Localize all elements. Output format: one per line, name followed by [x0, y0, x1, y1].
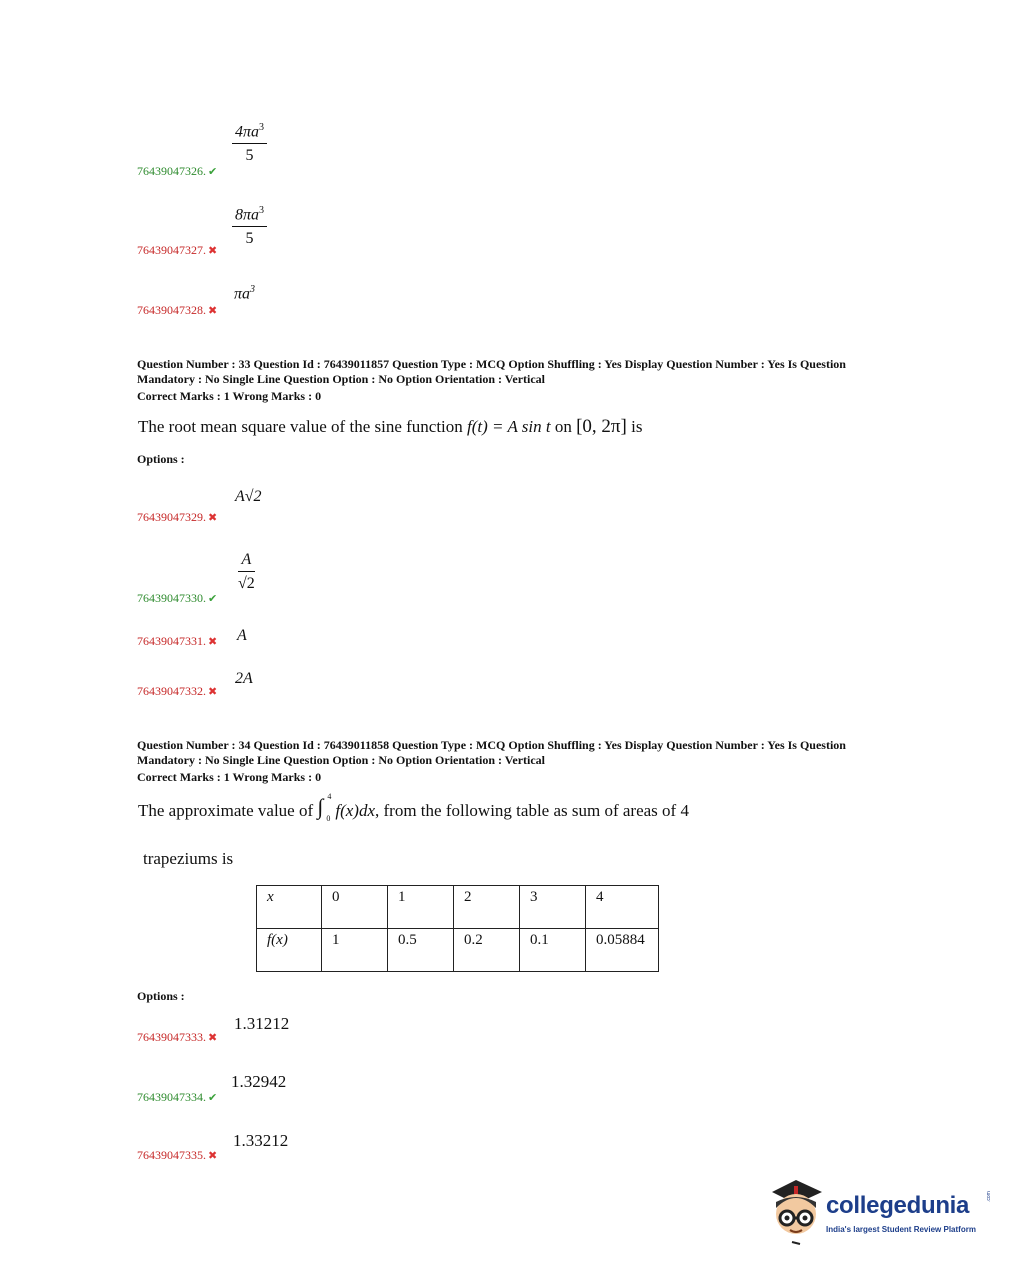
- table-cell: 0.5: [388, 929, 454, 972]
- correct-check-icon: ✔: [208, 1092, 218, 1104]
- correct-check-icon: ✔: [208, 593, 218, 605]
- table-cell: 2: [454, 886, 520, 929]
- question-34-meta: Question Number : 34 Question Id : 76439011858 Question Type : MCQ Option Shuffling : Yes Display Question Number : Yes Is Question Mandatory : No Single Line Question Option : No Option Orientation : Vertical Correct Marks : 1 Wrong Marks : 0: [137, 738, 846, 784]
- option-id-76439047332: 76439047332. ✖: [137, 684, 218, 698]
- option-id-76439047326: 76439047326. ✔: [137, 164, 218, 178]
- wrong-cross-icon: ✖: [208, 636, 218, 648]
- mascot-icon: [766, 1178, 826, 1246]
- question-33-meta: Question Number : 33 Question Id : 76439011857 Question Type : MCQ Option Shuffling : Yes Display Question Number : Yes Is Question Mandatory : No Single Line Question Option : No Option Orientation : Vertical Correct Marks : 1 Wrong Marks : 0: [137, 357, 846, 403]
- table-row: [257, 886, 659, 929]
- table-cell: 0: [322, 886, 388, 929]
- option-id-76439047328: 76439047328. ✖: [137, 303, 218, 317]
- option-id-76439047329: 76439047329. ✖: [137, 510, 218, 524]
- wrong-cross-icon: ✖: [208, 686, 218, 698]
- logo-tld: .com: [986, 1191, 992, 1202]
- question-34-text: The approximate value of ∫ 4 0 f(x)dx, from the following table as sum of areas of 4: [138, 792, 689, 823]
- logo-wordmark: collegedunia: [826, 1192, 970, 1219]
- table-cell: 0.05884: [586, 929, 659, 972]
- option-id-76439047335: 76439047335. ✖: [137, 1148, 218, 1162]
- option-value-1: 1.31212: [234, 1014, 290, 1033]
- option-id-76439047331: 76439047331. ✖: [137, 634, 218, 648]
- correct-check-icon: ✔: [208, 166, 218, 178]
- question-33-text: The root mean square value of the sine function f(t) = A sin t on [0, 2π] is: [138, 416, 643, 437]
- option-id-76439047334: 76439047334. ✔: [137, 1090, 218, 1104]
- integral-sign: ∫ 4 0: [317, 792, 332, 823]
- option-formula-a-root2: A√2: [235, 488, 262, 505]
- option-formula-1: $\frac{4\pi a^3}{5}$: [232, 122, 267, 165]
- values-table: [256, 885, 659, 972]
- option-value-2: 1.32942: [231, 1072, 287, 1091]
- table-cell: 0.1: [520, 929, 586, 972]
- option-formula-2a: 2A: [235, 670, 253, 687]
- table-cell: 0.2: [454, 929, 520, 972]
- wrong-cross-icon: ✖: [208, 512, 218, 524]
- table-cell: 3: [520, 886, 586, 929]
- option-formula-a-over-root2: $\frac{A}{√2}$: [238, 551, 255, 592]
- question-33-options-label: Options :: [137, 452, 185, 466]
- table-cell: 4: [586, 886, 659, 929]
- table-cell: x: [257, 886, 322, 929]
- wrong-cross-icon: ✖: [208, 245, 218, 257]
- option-formula-a: A: [237, 627, 247, 644]
- logo-tagline: India's largest Student Review Platform: [826, 1225, 976, 1234]
- question-34-options-label: Options :: [137, 989, 185, 1003]
- table-cell: 1: [388, 886, 454, 929]
- table-cell: 1: [322, 929, 388, 972]
- table-row: [257, 929, 659, 972]
- question-34-text-line2: trapeziums is: [143, 849, 234, 868]
- wrong-cross-icon: ✖: [208, 1032, 218, 1044]
- option-formula-3: $\pi a^3$: [234, 284, 256, 303]
- wrong-cross-icon: ✖: [208, 1150, 218, 1162]
- table-cell: f(x): [257, 929, 322, 972]
- option-formula-2: $\frac{8\pi a^3}{5}$: [232, 205, 267, 248]
- option-id-76439047327: 76439047327. ✖: [137, 243, 218, 257]
- option-value-3: 1.33212: [233, 1131, 289, 1150]
- option-id-76439047330: 76439047330. ✔: [137, 591, 218, 605]
- collegedunia-logo[interactable]: [766, 1178, 996, 1248]
- wrong-cross-icon: ✖: [208, 305, 218, 317]
- option-id-76439047333: 76439047333. ✖: [137, 1030, 218, 1044]
